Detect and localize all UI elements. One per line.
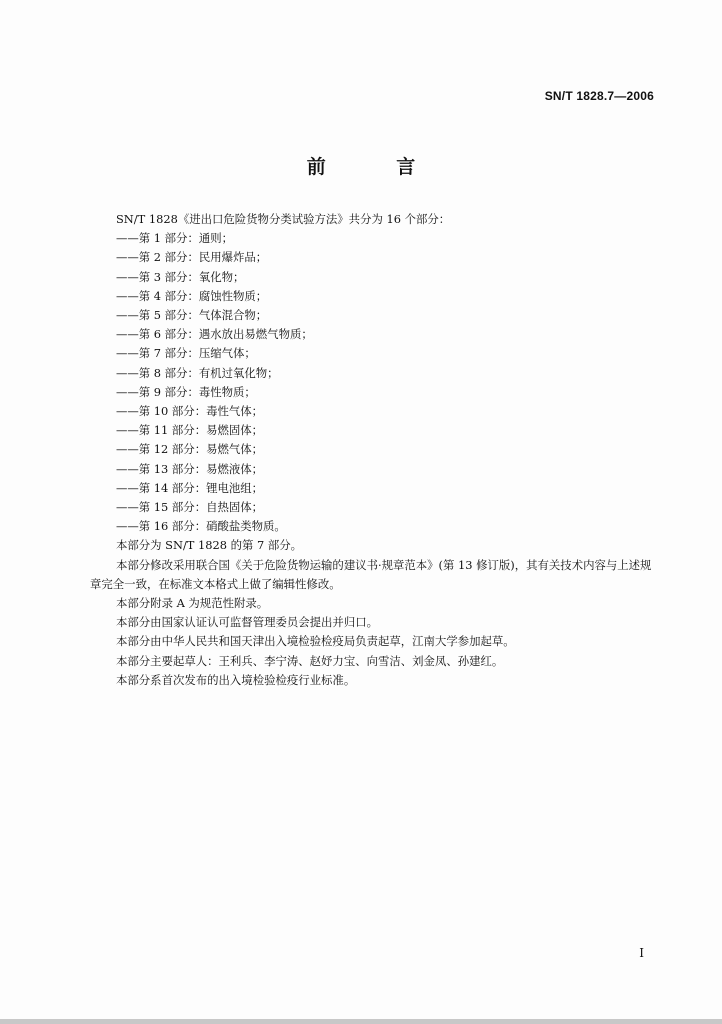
list-item: ——第 6 部分：遇水放出易燃气物质；	[116, 327, 313, 342]
part-list	[90, 229, 658, 536]
adoption-paragraph: 本部分修改采用联合国《关于危险货物运输的建议书·规章范本》(第 13 修订版)，其有关技术内容与上述规章完全一致，在标准文本格式上做了编辑性修改。	[90, 557, 652, 591]
list-item: ——第 12 部分：易燃气体；	[116, 442, 264, 457]
foreword-body	[90, 210, 658, 690]
list-item: ——第 1 部分：通则；	[116, 231, 234, 246]
standard-code: SN/T 1828.7—2006	[544, 89, 654, 103]
list-item: ——第 10 部分：毒性气体；	[116, 404, 264, 419]
list-item: ——第 15 部分：自热固体；	[116, 500, 264, 515]
page-title: 前 言	[306, 156, 448, 178]
list-item: ——第 4 部分：腐蚀性物质；	[116, 288, 268, 303]
intro-paragraph: SN/T 1828《进出口危险货物分类试验方法》共分为 16 个部分：	[116, 212, 451, 226]
list-item: ——第 13 部分：易燃液体；	[116, 461, 264, 476]
list-item: ——第 2 部分：民用爆炸品；	[116, 250, 268, 265]
proposer-paragraph: 本部分由国家认证认可监督管理委员会提出并归口。	[116, 615, 378, 630]
list-item: ——第 7 部分：压缩气体；	[116, 346, 256, 361]
page-bottom-edge	[0, 1019, 722, 1024]
list-item: ——第 14 部分：锂电池组；	[116, 480, 264, 495]
this-part-paragraph: 本部分为 SN/T 1828 的第 7 部分。	[116, 538, 303, 553]
list-item: ——第 16 部分：硝酸盐类物质。	[116, 519, 286, 534]
list-item: ——第 8 部分：有机过氧化物；	[116, 365, 279, 380]
list-item: ——第 9 部分：毒性物质；	[116, 384, 256, 399]
drafters-paragraph: 本部分主要起草人：王利兵、李宁涛、赵妤力宝、向雪洁、刘金凤、孙建红。	[116, 653, 504, 668]
list-item: ——第 11 部分：易燃固体；	[116, 423, 264, 438]
page-number: I	[639, 946, 644, 960]
list-item: ——第 3 部分：氧化物；	[116, 269, 245, 284]
first-release-paragraph: 本部分系首次发布的出入境检验检疫行业标准。	[116, 672, 356, 687]
annex-paragraph: 本部分附录 A 为规范性附录。	[116, 596, 269, 611]
list-item: ——第 5 部分：气体混合物；	[116, 308, 268, 323]
drafting-org-paragraph: 本部分由中华人民共和国天津出入境检验检疫局负责起草，江南大学参加起草。	[116, 634, 515, 649]
